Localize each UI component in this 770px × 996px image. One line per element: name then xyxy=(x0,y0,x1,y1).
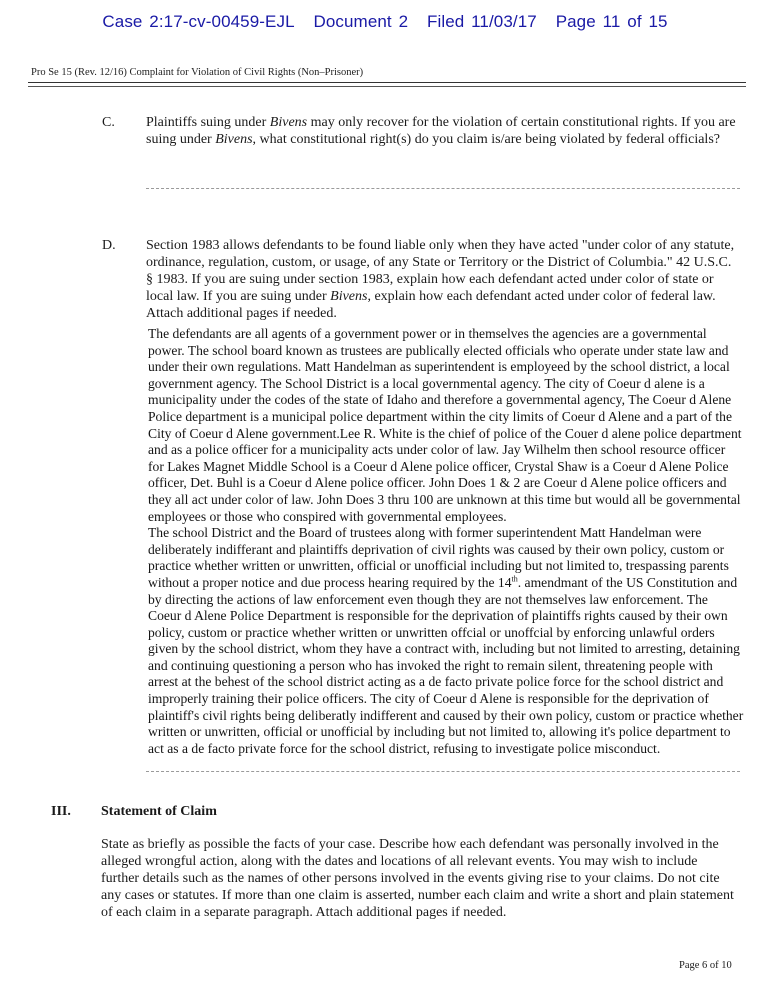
section-iii-instructions: State as briefly as possible the facts of your case. Describe how each defendant was personally involved in the alleged wrongful action, along with the dates and locations of all relevant events. You may wish to include further details such as the names of other persons involved in the events giving rise to your claims. Do not cite any cases or statutes. If more than one claim is asserted, number each claim and write a short and plain statement of each claim in a separate paragraph. Attach additional pages if needed. xyxy=(101,837,734,920)
item-c-question: Plaintiffs suing under Bivens may only recover for the violation of certain constitutional rights. If you are suing under Bivens, what constitutional right(s) do you claim is/are being violated by federal officials? xyxy=(146,115,736,147)
section-number: III. xyxy=(51,804,71,819)
form-header: Pro Se 15 (Rev. 12/16) Complaint for Violation of Civil Rights (Non–Prisoner) xyxy=(31,67,364,78)
page-footer-number: Page 6 of 10 xyxy=(679,960,732,971)
header-divider xyxy=(28,82,746,87)
item-d-question: Section 1983 allows defendants to be found liable only when they have acted "under color of any statute, ordinance, regulation, custom, or usage, of any State or Territory or the District of Columbia." 42 U.S.C. § 1983. If you are suing under section 1983, explain how each defendant acted under color of state or local law. If you are suing under Bivens, explain how each defendant acted under color of federal law. Attach additional pages if needed. xyxy=(146,238,735,321)
section-title: Statement of Claim xyxy=(101,804,217,819)
answer-paragraph-1: The defendants are all agents of a government power or in themselves the agencies are a governmental power. The school board known as trustees are publically elected officials who operate under state law and under their own regulations. Matt Handelman as superintendent is employeed by the school district, a local government agency. The School District is a local governmental agency. The city of Coeur d alene is a municipality under the codes of the state of Idaho and therefore a governmental agency, The Coeur d Alene Police department is a municipal police department within the city limits of Coeur d Alene and a part of the City of Coeur d Alene government.Lee R. White is the chief of police of the Couer d alene police department and as a police officer for a municipality acts under color of law. Jay Wilhelm then school resource officer for Lakes Magnet Middle School is a Coeur d Alene police officer, Crystal Shaw is a Coeur d Alene Police officer, Det. Buhl is a Coeur d Alene police officer. John Does 1 & 2 are Coeur d Alene police officers and they all act under color of law. John Does 3 thru 100 are unknown at this time but would all be governmental employees or those who conspired with governmental employees. xyxy=(148,326,742,524)
item-d-answer-line xyxy=(146,771,740,772)
item-c-letter: C. xyxy=(102,115,115,130)
filed-date: Filed 11/03/17 xyxy=(426,12,537,31)
item-d-letter: D. xyxy=(102,238,116,253)
case-number: Case 2:17-cv-00459-EJL xyxy=(102,12,295,31)
answer-paragraph-2: The school District and the Board of trustees along with former superintendent Matt Handelman were deliberately indifferant and plaintiffs deprivation of civil rights was caused by their own policy, custom or practice whether written or unwritten, official or unofficial including but not limited to, trespassing parents without a proper notice and due process hearing required by the 14th. amendmant of the US Constitution and by directing the actions of law enforcement even though they are not themselves law enforcement. The Coeur d Alene Police Department is responsible for the deprivation of plaintiffs rights caused by their own policy, custom or practice whether written or unwritten offcial or unoffcial by enforcing unlawful orders given by the school district, whom they have a contract with, including but not limited to arresting, detaining and continuing questioning a person who has invoked the right to remain silent, threatening people with arrest at the behest of the school district acting as a de facto private police force for the school district and improperly training their police officers. The city of Coeur d Alene is responsible for the deprivation of plaintiff's civil rights being deliberatly indifferent and caused by their own policy, custom or practice whether written or unwritten, official or unofficial by including but not limited to, allowing it's police department to act as a de facto private force for the school district, refusing to investigate police misconduct. xyxy=(148,525,744,756)
stamp-page-number: Page 11 of 15 xyxy=(555,12,668,31)
item-c-answer-line xyxy=(146,188,740,189)
court-filing-stamp xyxy=(0,12,770,32)
item-d-answer xyxy=(148,326,744,757)
document-number: Document 2 xyxy=(313,12,409,31)
